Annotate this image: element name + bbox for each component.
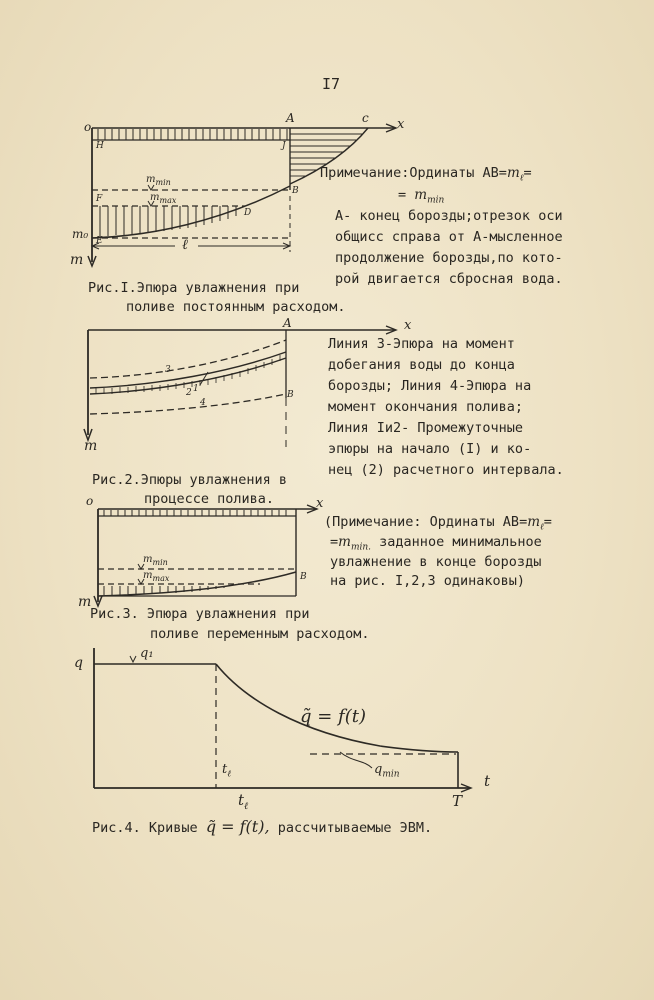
fig1-label-x: x xyxy=(397,117,405,132)
fig3-label-x: x xyxy=(316,496,324,511)
fig1-caption-line1: Рис.I.Эпюра увлажнения при xyxy=(88,280,300,296)
fig4-label-t-l: $t_\ell$ xyxy=(222,762,231,780)
fig2-caption-line1: Рис.2.Эпюры увлажнения в xyxy=(92,472,288,488)
fig1-label-j: J xyxy=(282,141,286,151)
fig2-note-line7: нец (2) расчетного интервала. xyxy=(328,462,564,478)
fig2-label-x: x xyxy=(404,318,412,333)
fig2-note-line4: момент окончания полива; xyxy=(328,399,524,415)
fig3-caption-line2: поливе переменным расходом. xyxy=(150,626,370,642)
fig2-note-line6: эпюры на начало (I) и ко- xyxy=(328,441,532,457)
fig1-label-e: E xyxy=(96,236,103,246)
fig2-caption-line2: процессе полива. xyxy=(144,491,275,507)
fig2-note-line2: добегания воды до конца xyxy=(328,357,515,373)
fig1-label-a: A xyxy=(286,111,295,125)
fig2-note-line3: борозды; Линия 4-Эпюра на xyxy=(328,378,532,394)
figure3-drawing xyxy=(94,505,317,606)
fig4-label-curve: q̃ = f(t) xyxy=(300,706,366,727)
fig4-label-q1: q₁ xyxy=(140,646,154,661)
figure4-drawing xyxy=(94,648,471,792)
fig3-label-b: B xyxy=(300,572,307,582)
fig1-note-line3: А- конец борозды;отрезок оси xyxy=(335,208,563,224)
fig3-label-m: m xyxy=(78,594,92,610)
fig4-label-t-l-axis: $t_\ell$ xyxy=(238,791,249,812)
fig2-label-m: m xyxy=(84,438,98,454)
fig1-note-line1: Примечание:Ординаты $АВ=m_\ell=$ xyxy=(320,165,532,184)
fig1-note-line6: рой двигается сбросная вода. xyxy=(335,271,563,287)
fig2-label-b: B xyxy=(287,390,294,400)
fig1-note-line5: продолжение борозды,по кото- xyxy=(335,250,563,266)
fig1-label-m-min: $m_{min}$ xyxy=(146,174,171,187)
fig2-label-4: 4 xyxy=(200,398,206,408)
fig2-label-2: 2 xyxy=(186,388,192,398)
fig3-note-line2: $=m_{min.}$ заданное минимальное xyxy=(330,534,542,553)
fig1-label-c: c xyxy=(362,111,369,125)
fig1-note-line2: = $m_{min}$ xyxy=(398,187,445,206)
fig2-label-3: 3 xyxy=(165,365,171,375)
fig1-label-m-max: $m_{max}$ xyxy=(150,192,177,205)
page-number: I7 xyxy=(322,75,341,93)
fig1-label-b: B xyxy=(292,186,299,196)
fig1-label-d: D xyxy=(244,208,252,218)
fig2-label-1: 1 xyxy=(193,384,199,394)
fig3-note-line3: увлажнение в конце борозды xyxy=(330,554,542,570)
fig1-label-o: o xyxy=(84,120,92,134)
fig3-note-line4: на рис. I,2,3 одинаковы) xyxy=(330,573,526,589)
fig4-label-q-min: $q_{min}$ xyxy=(374,762,400,780)
fig4-label-q: q xyxy=(74,655,83,671)
fig1-caption-line2: поливе постоянным расходом. xyxy=(126,299,346,315)
fig1-note-line4: общисс справа от А-мысленное xyxy=(335,229,563,245)
fig2-note-line1: Линия 3-Эпюра на момент xyxy=(328,336,515,352)
fig3-label-m-min: $m_{min}$ xyxy=(143,554,168,567)
fig2-label-a: A xyxy=(283,316,292,330)
fig1-label-l: ℓ xyxy=(182,237,188,253)
fig1-label-m0: m₀ xyxy=(72,227,89,241)
fig3-label-m-max: $m_{max}$ xyxy=(143,570,170,583)
fig2-note-line5: Линия Iи2- Промежуточные xyxy=(328,420,524,436)
fig1-label-h: H xyxy=(96,141,104,151)
fig3-label-o: o xyxy=(86,494,94,508)
fig3-caption-line1: Рис.3. Эпюра увлажнения при xyxy=(90,606,310,622)
fig1-label-m: m xyxy=(70,252,84,268)
fig1-label-f: F xyxy=(96,194,103,204)
fig3-note-line1: (Примечание: Ординаты $АВ=m_\ell=$ xyxy=(324,514,552,533)
fig4-caption: Рис.4. Кривые q̃ = f(t), рассчитываемые ЭВМ. xyxy=(92,817,433,836)
fig4-label-T: T xyxy=(452,792,463,810)
fig4-label-t: t xyxy=(484,772,491,790)
